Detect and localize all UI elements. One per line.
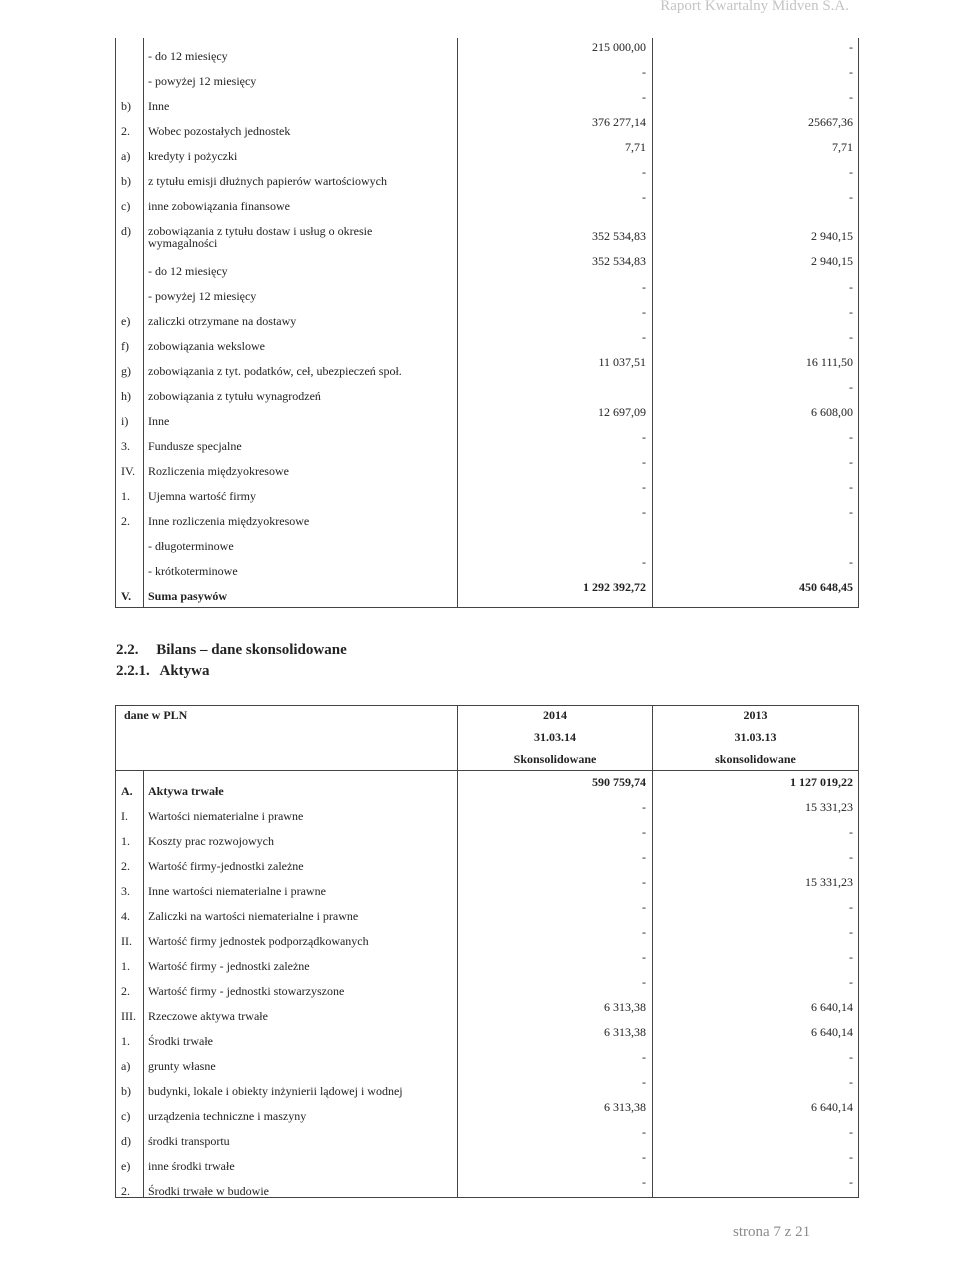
pasywa-row-label: Ujemna wartość firmy bbox=[148, 489, 256, 503]
pasywa-row-label: - powyżej 12 miesięcy bbox=[148, 289, 257, 303]
aktywa-value-2014: - bbox=[642, 800, 646, 814]
pasywa-row-code: a) bbox=[121, 149, 131, 163]
pasywa-value-2014: - bbox=[642, 555, 646, 569]
pasywa-value-2013: - bbox=[849, 455, 853, 469]
aktywa-row-label: Środki trwałe bbox=[148, 1034, 213, 1048]
col1-year: 2014 bbox=[543, 708, 567, 722]
pasywa-value-2013: - bbox=[849, 380, 853, 394]
aktywa-row-label: Aktywa trwałe bbox=[148, 784, 224, 798]
pasywa-border-bottom bbox=[115, 607, 859, 608]
pasywa-row-label: Wobec pozostałych jednostek bbox=[148, 124, 291, 138]
aktywa-row-code: b) bbox=[121, 1084, 131, 1098]
pasywa-row-code: h) bbox=[121, 389, 131, 403]
pasywa-value-2013: - bbox=[849, 165, 853, 179]
pasywa-value-2013: - bbox=[849, 480, 853, 494]
pasywa-value-2014: 215 000,00 bbox=[592, 40, 646, 54]
aktywa-value-2014: - bbox=[642, 875, 646, 889]
aktywa-value-2013: 15 331,23 bbox=[805, 875, 853, 889]
pasywa-value-2014: - bbox=[642, 505, 646, 519]
aktywa-value-2014: - bbox=[642, 1150, 646, 1164]
pasywa-row-code: 3. bbox=[121, 439, 130, 453]
aktywa-row-code: 1. bbox=[121, 834, 130, 848]
pasywa-row-label: Inne bbox=[148, 414, 170, 428]
pasywa-row-code: 1. bbox=[121, 489, 130, 503]
aktywa-unit-label: dane w PLN bbox=[124, 708, 188, 722]
pasywa-row-code: c) bbox=[121, 199, 131, 213]
aktywa-row-label: środki transportu bbox=[148, 1134, 230, 1148]
pasywa-row-label: zaliczki otrzymane na dostawy bbox=[148, 314, 297, 328]
pasywa-value-2013: - bbox=[849, 65, 853, 79]
pasywa-value-2014: - bbox=[642, 280, 646, 294]
section-number: 2.2. bbox=[116, 642, 139, 658]
pasywa-row-label: inne zobowiązania finansowe bbox=[148, 199, 290, 213]
pasywa-row-label: - do 12 miesięcy bbox=[148, 49, 228, 63]
pasywa-value-2013: 25667,36 bbox=[808, 115, 853, 129]
col2-date: 31.03.13 bbox=[734, 730, 777, 744]
pasywa-value-2014: - bbox=[642, 430, 646, 444]
pasywa-row-label: - powyżej 12 miesięcy bbox=[148, 74, 257, 88]
pasywa-value-2014: 11 037,51 bbox=[598, 355, 646, 369]
pasywa-value-2014: - bbox=[642, 90, 646, 104]
aktywa-value-2013: 6 640,14 bbox=[811, 1025, 853, 1039]
aktywa-value-2014: - bbox=[642, 975, 646, 989]
report-title: Raport Kwartalny Midven S.A. bbox=[660, 0, 849, 14]
col2-type: skonsolidowane bbox=[715, 752, 796, 766]
aktywa-row-label: inne środki trwałe bbox=[148, 1159, 235, 1173]
pasywa-value-2013: - bbox=[849, 305, 853, 319]
pasywa-value-2013: - bbox=[849, 90, 853, 104]
pasywa-value-2013: - bbox=[849, 40, 853, 54]
pasywa-code-divider bbox=[143, 38, 144, 608]
page-footer: strona 7 z 21 bbox=[733, 1224, 811, 1240]
pasywa-row-label: zobowiązania wekslowe bbox=[148, 339, 265, 353]
aktywa-value-2013: - bbox=[849, 850, 853, 864]
aktywa-value-2013: - bbox=[849, 925, 853, 939]
pasywa-row-code: d) bbox=[121, 224, 131, 238]
pasywa-row-code: e) bbox=[121, 314, 131, 328]
aktywa-row-code: d) bbox=[121, 1134, 131, 1148]
pasywa-value-2014: - bbox=[642, 455, 646, 469]
pasywa-value-2014: - bbox=[642, 305, 646, 319]
aktywa-value-2014: 590 759,74 bbox=[592, 775, 646, 789]
aktywa-value-2013: 1 127 019,22 bbox=[790, 775, 853, 789]
aktywa-value-2014: 6 313,38 bbox=[604, 1025, 646, 1039]
aktywa-row-code: 2. bbox=[121, 1184, 130, 1198]
pasywa-row-label-continued: wymagalności bbox=[148, 236, 218, 250]
pasywa-row-label: - krótkoterminowe bbox=[148, 564, 238, 578]
aktywa-border-left bbox=[115, 705, 116, 1198]
pasywa-row-code: IV. bbox=[121, 464, 136, 478]
pasywa-row-code: b) bbox=[121, 99, 131, 113]
aktywa-row-code: A. bbox=[121, 784, 133, 798]
pasywa-row-label: Inne bbox=[148, 99, 170, 113]
aktywa-value-2013: - bbox=[849, 900, 853, 914]
pasywa-value-2013: 6 608,00 bbox=[811, 405, 853, 419]
pasywa-value-2013: 450 648,45 bbox=[799, 580, 853, 594]
aktywa-row-label: Wartość firmy-jednostki zależne bbox=[148, 859, 304, 873]
pasywa-value-2014: 12 697,09 bbox=[598, 405, 646, 419]
aktywa-value-2014: - bbox=[642, 1175, 646, 1189]
aktywa-value-2013: - bbox=[849, 975, 853, 989]
pasywa-row-label: Inne rozliczenia międzyokresowe bbox=[148, 514, 310, 528]
pasywa-row-label: Suma pasywów bbox=[148, 589, 228, 603]
pasywa-row-code: 2. bbox=[121, 514, 130, 528]
aktywa-row-label: Zaliczki na wartości niematerialne i prawne bbox=[148, 909, 359, 923]
aktywa-value-2013: - bbox=[849, 950, 853, 964]
aktywa-value-2014: - bbox=[642, 950, 646, 964]
section-title: Bilans – dane skonsolidowane bbox=[156, 642, 347, 658]
pasywa-row-label: zobowiązania z tytułu dostaw i usług o okresie bbox=[148, 224, 373, 238]
aktywa-value-2014: - bbox=[642, 1050, 646, 1064]
aktywa-row-code: 2. bbox=[121, 984, 130, 998]
aktywa-row-code: III. bbox=[121, 1009, 136, 1023]
subsection-title: Aktywa bbox=[159, 663, 210, 679]
pasywa-value-2013: 2 940,15 bbox=[811, 229, 853, 243]
aktywa-row-code: 2. bbox=[121, 859, 130, 873]
aktywa-value-2013: - bbox=[849, 1050, 853, 1064]
aktywa-label-divider bbox=[457, 705, 458, 1198]
pasywa-value-2014: 352 534,83 bbox=[592, 254, 646, 268]
aktywa-header-divider bbox=[115, 770, 859, 771]
aktywa-row-code: 1. bbox=[121, 1034, 130, 1048]
pasywa-value-2014: - bbox=[642, 330, 646, 344]
pasywa-value-2013: 2 940,15 bbox=[811, 254, 853, 268]
aktywa-row-label: Wartość firmy - jednostki zależne bbox=[148, 959, 310, 973]
pasywa-border-left bbox=[115, 38, 116, 608]
pasywa-value-2013: - bbox=[849, 430, 853, 444]
pasywa-value-2013: - bbox=[849, 280, 853, 294]
pasywa-row-code: 2. bbox=[121, 124, 130, 138]
aktywa-border-right bbox=[858, 705, 859, 1198]
pasywa-row-label: z tytułu emisji dłużnych papierów wartościowych bbox=[148, 174, 387, 188]
aktywa-value-2013: - bbox=[849, 1075, 853, 1089]
aktywa-row-code: 1. bbox=[121, 959, 130, 973]
aktywa-row-label: Wartość firmy - jednostki stowarzyszone bbox=[148, 984, 345, 998]
aktywa-value-divider bbox=[652, 705, 653, 1198]
section-heading-bilans bbox=[116, 642, 347, 659]
pasywa-value-2014: - bbox=[642, 65, 646, 79]
pasywa-value-2014: 376 277,14 bbox=[592, 115, 646, 129]
pasywa-row-label: zobowiązania z tytułu wynagrodzeń bbox=[148, 389, 321, 403]
aktywa-row-label: urządzenia techniczne i maszyny bbox=[148, 1109, 307, 1123]
subsection-number: 2.2.1. bbox=[116, 663, 150, 679]
aktywa-row-label: Inne wartości niematerialne i prawne bbox=[148, 884, 326, 898]
pasywa-value-2013: - bbox=[849, 190, 853, 204]
aktywa-row-code: II. bbox=[121, 934, 132, 948]
pasywa-value-2014: - bbox=[642, 165, 646, 179]
aktywa-value-2013: - bbox=[849, 1175, 853, 1189]
pasywa-row-code: b) bbox=[121, 174, 131, 188]
aktywa-value-2014: - bbox=[642, 1125, 646, 1139]
pasywa-value-2013: - bbox=[849, 505, 853, 519]
col1-type: Skonsolidowane bbox=[513, 752, 597, 766]
pasywa-row-code: i) bbox=[121, 414, 129, 428]
aktywa-row-code: a) bbox=[121, 1059, 131, 1073]
aktywa-value-2014: - bbox=[642, 925, 646, 939]
aktywa-value-2013: - bbox=[849, 1125, 853, 1139]
aktywa-value-2013: 6 640,14 bbox=[811, 1000, 853, 1014]
pasywa-row-code: f) bbox=[121, 339, 129, 353]
aktywa-value-2014: - bbox=[642, 900, 646, 914]
aktywa-value-2014: - bbox=[642, 825, 646, 839]
aktywa-value-2013: 15 331,23 bbox=[805, 800, 853, 814]
pasywa-row-code: g) bbox=[121, 364, 131, 378]
pasywa-value-2014: 7,71 bbox=[625, 140, 646, 154]
aktywa-row-label: Wartość firmy jednostek podporządkowanych bbox=[148, 934, 369, 948]
pasywa-row-label: kredyty i pożyczki bbox=[148, 149, 238, 163]
pasywa-value-2013: - bbox=[849, 555, 853, 569]
pasywa-row-label: Rozliczenia międzyokresowe bbox=[148, 464, 289, 478]
aktywa-row-label: Środki trwałe w budowie bbox=[148, 1184, 269, 1198]
pasywa-row-label: Fundusze specjalne bbox=[148, 439, 242, 453]
pasywa-border-right bbox=[858, 38, 859, 608]
pasywa-label-divider bbox=[457, 38, 458, 608]
aktywa-code-divider bbox=[143, 770, 144, 1198]
section-heading-aktywa bbox=[116, 663, 210, 680]
aktywa-value-2013: - bbox=[849, 825, 853, 839]
aktywa-value-2014: 6 313,38 bbox=[604, 1100, 646, 1114]
pasywa-value-2014: - bbox=[642, 190, 646, 204]
aktywa-row-label: Koszty prac rozwojowych bbox=[148, 834, 274, 848]
aktywa-row-code: 4. bbox=[121, 909, 130, 923]
pasywa-row-label: - do 12 miesięcy bbox=[148, 264, 228, 278]
aktywa-row-label: Rzeczowe aktywa trwałe bbox=[148, 1009, 268, 1023]
aktywa-row-code: c) bbox=[121, 1109, 131, 1123]
pasywa-row-label: - długoterminowe bbox=[148, 539, 234, 553]
pasywa-value-2013: 7,71 bbox=[832, 140, 853, 154]
aktywa-row-label: grunty własne bbox=[148, 1059, 216, 1073]
aktywa-value-2013: - bbox=[849, 1150, 853, 1164]
col1-date: 31.03.14 bbox=[534, 730, 576, 744]
pasywa-value-2014: 352 534,83 bbox=[592, 229, 646, 243]
aktywa-border-top bbox=[115, 705, 859, 706]
aktywa-row-code: e) bbox=[121, 1159, 131, 1173]
pasywa-value-2013: - bbox=[849, 330, 853, 344]
aktywa-value-2013: 6 640,14 bbox=[811, 1100, 853, 1114]
aktywa-row-label: budynki, lokale i obiekty inżynierii lądowej i wodnej bbox=[148, 1084, 403, 1098]
aktywa-row-code: I. bbox=[121, 809, 128, 823]
pasywa-value-2014: 1 292 392,72 bbox=[583, 580, 646, 594]
aktywa-row-label: Wartości niematerialne i prawne bbox=[148, 809, 304, 823]
col2-year: 2013 bbox=[743, 708, 768, 722]
aktywa-value-2014: - bbox=[642, 1075, 646, 1089]
pasywa-row-code: V. bbox=[121, 589, 132, 603]
pasywa-row-label: zobowiązania z tyt. podatków, ceł, ubezpieczeń społ. bbox=[148, 364, 402, 378]
pasywa-value-divider bbox=[652, 38, 653, 608]
aktywa-row-code: 3. bbox=[121, 884, 130, 898]
aktywa-value-2014: 6 313,38 bbox=[604, 1000, 646, 1014]
pasywa-value-2014: - bbox=[642, 480, 646, 494]
aktywa-value-2014: - bbox=[642, 850, 646, 864]
pasywa-value-2013: 16 111,50 bbox=[805, 355, 853, 369]
